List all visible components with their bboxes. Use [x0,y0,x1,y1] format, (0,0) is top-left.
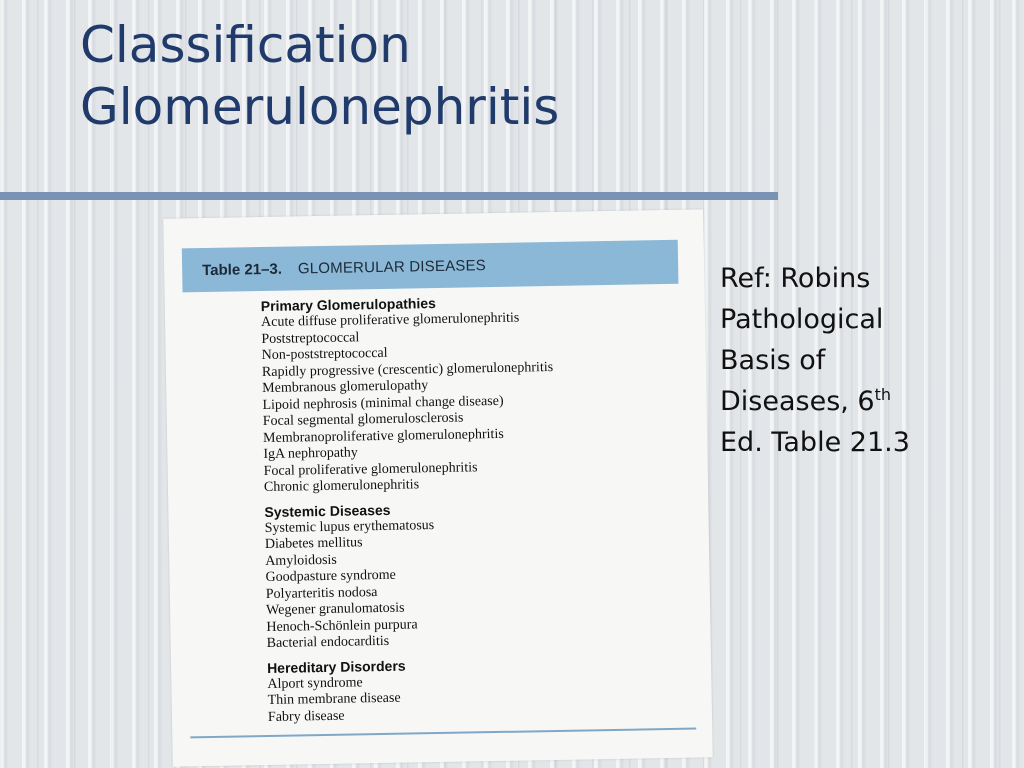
disease-item: Goodpasture syndrome [265,567,396,586]
table-section [267,651,688,726]
disease-item: Poststreptococcal [261,329,360,347]
table-body [261,290,689,732]
table-bottom-rule [190,728,696,739]
slide-title-line-1: Classification [80,16,411,74]
disease-item: Amyloidosis [265,552,337,569]
disease-item: Chronic glomerulonephritis [263,477,420,496]
disease-item: Fabry disease [267,708,345,725]
disease-item: Diabetes mellitus [264,535,363,553]
disease-item: Alport syndrome [267,674,363,692]
section-heading: Systemic Diseases [264,501,391,520]
disease-item: Non-poststreptococcal [261,345,388,364]
reference-note [720,258,1010,463]
reference-superscript: th [874,385,892,404]
disease-item: Focal proliferative glomerulonephritis [263,459,478,479]
section-heading: Hereditary Disorders [266,657,406,676]
disease-item: Systemic lupus erythematosus [264,517,435,536]
disease-item: Acute diffuse proliferative glomerulonephritis [260,310,520,331]
table-section [261,290,684,497]
slide-title [80,14,559,138]
title-divider [0,192,778,200]
disease-item: Thin membrane disease [267,690,401,709]
table-title: GLOMERULAR DISEASES [297,256,487,277]
reference-line [720,381,1010,422]
disease-item: Polyarteritis nodosa [265,584,378,602]
disease-item: Henoch-Schönlein purpura [266,616,418,635]
reference-line: Ref: Robins [720,263,871,294]
disease-item: Bacterial endocarditis [266,633,390,652]
table-section [264,495,687,652]
disease-item: Lipoid nephrosis (minimal change disease) [262,393,504,413]
disease-item: IgA nephropathy [263,445,358,463]
slide-title-line-2: Glomerulonephritis [80,78,560,136]
reference-line: Pathological [720,304,884,335]
scanned-table-image [163,209,712,766]
reference-line-text: Diseases, 6 [720,386,875,417]
section-heading: Primary Glomerulopathies [260,295,436,315]
disease-item: Membranous glomerulopathy [262,378,429,397]
disease-item: Wegener granulomatosis [265,600,405,619]
disease-item: Focal segmental glomerulosclerosis [262,410,464,430]
reference-line: Ed. Table 21.3 [720,427,910,458]
table-number: Table 21–3. [202,260,283,279]
disease-item: Rapidly progressive (crescentic) glomerulonephritis [261,359,554,380]
reference-line: Basis of [720,345,826,376]
table-header [182,240,679,293]
disease-item: Membranoproliferative glomerulonephritis [262,426,504,446]
